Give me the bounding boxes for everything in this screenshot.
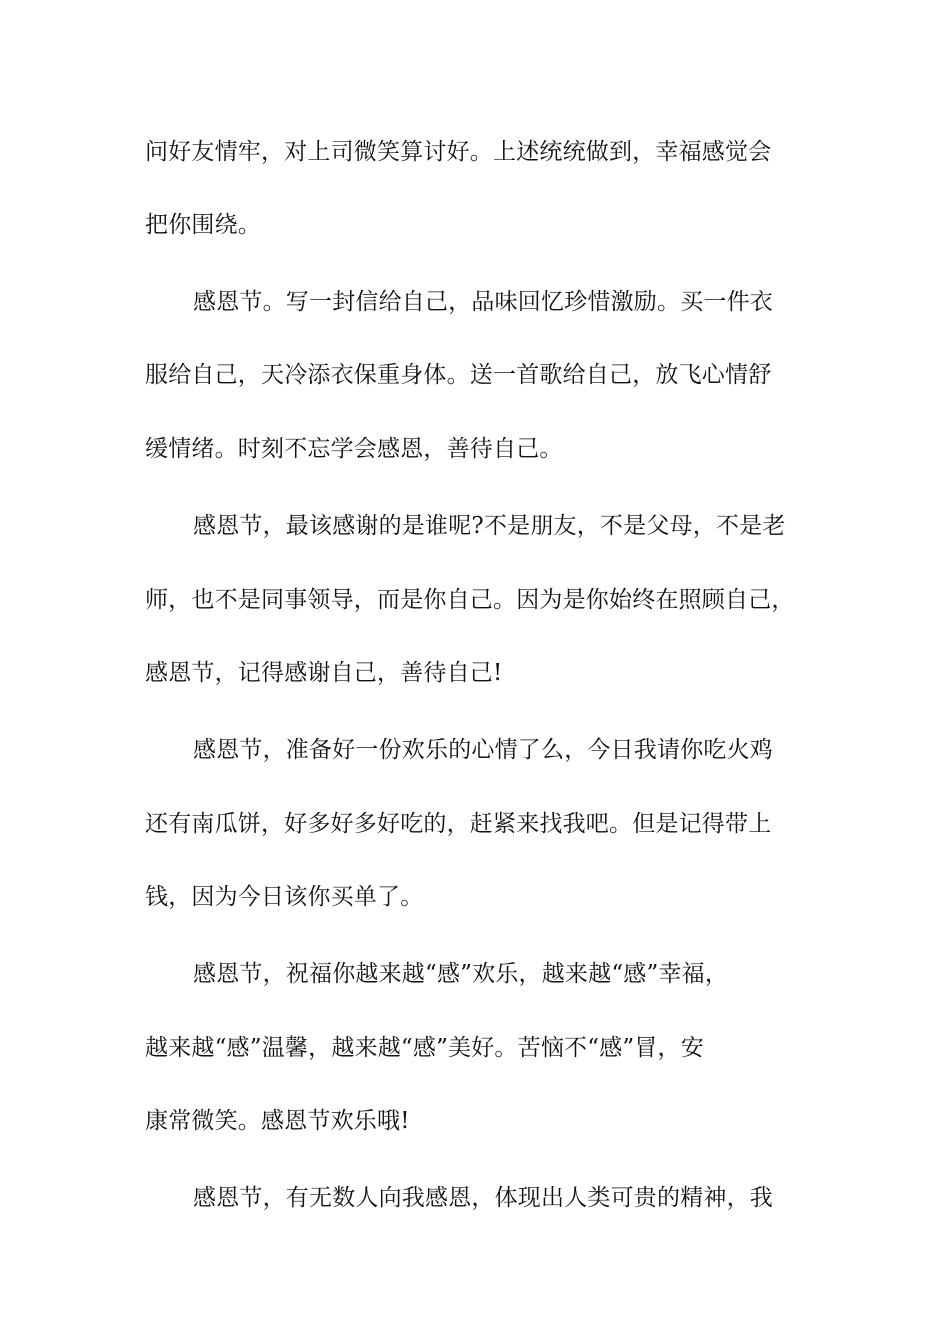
- paragraph-start-4: 感恩节，祝福你越来越“感”欢乐，越来越“感”幸福，: [193, 961, 729, 987]
- text-line-11: 钱，因为今日该你买单了。: [145, 884, 424, 910]
- text-line-2: 把你围绕。: [145, 212, 261, 238]
- text-line-1: 问好友情牢，对上司微笑算讨好。上述统统做到，幸福感觉会: [145, 139, 772, 165]
- text-line-14: 康常微笑。感恩节欢乐哦!: [145, 1108, 410, 1134]
- paragraph-start-3: 感恩节，准备好一份欢乐的心情了么，今日我请你吃火鸡: [193, 737, 773, 763]
- paragraph-start-5: 感恩节，有无数人向我感恩，体现出人类可贵的精神，我: [193, 1185, 773, 1211]
- text-line-13: 越来越“感”温馨，越来越“感”美好。苦恼不“感”冒，安: [145, 1035, 704, 1061]
- paragraph-start-2: 感恩节，最该感谢的是谁呢?不是朋友，不是父母，不是老: [193, 513, 786, 539]
- text-line-10: 还有南瓜饼，好多好多好吃的，赶紧来找我吧。但是记得带上: [145, 811, 772, 837]
- text-line-8: 感恩节，记得感谢自己，善待自己!: [145, 660, 503, 686]
- paragraph-start-1: 感恩节。写一封信给自己，品味回忆珍惜激励。买一件衣: [193, 289, 773, 315]
- text-line-7: 师，也不是同事领导，而是你自己。因为是你始终在照顾自己，: [145, 587, 795, 613]
- text-line-5: 缓情绪。时刻不忘学会感恩，善待自己。: [145, 436, 563, 462]
- text-line-4: 服给自己，天冷添衣保重身体。送一首歌给自己，放飞心情舒: [145, 362, 772, 388]
